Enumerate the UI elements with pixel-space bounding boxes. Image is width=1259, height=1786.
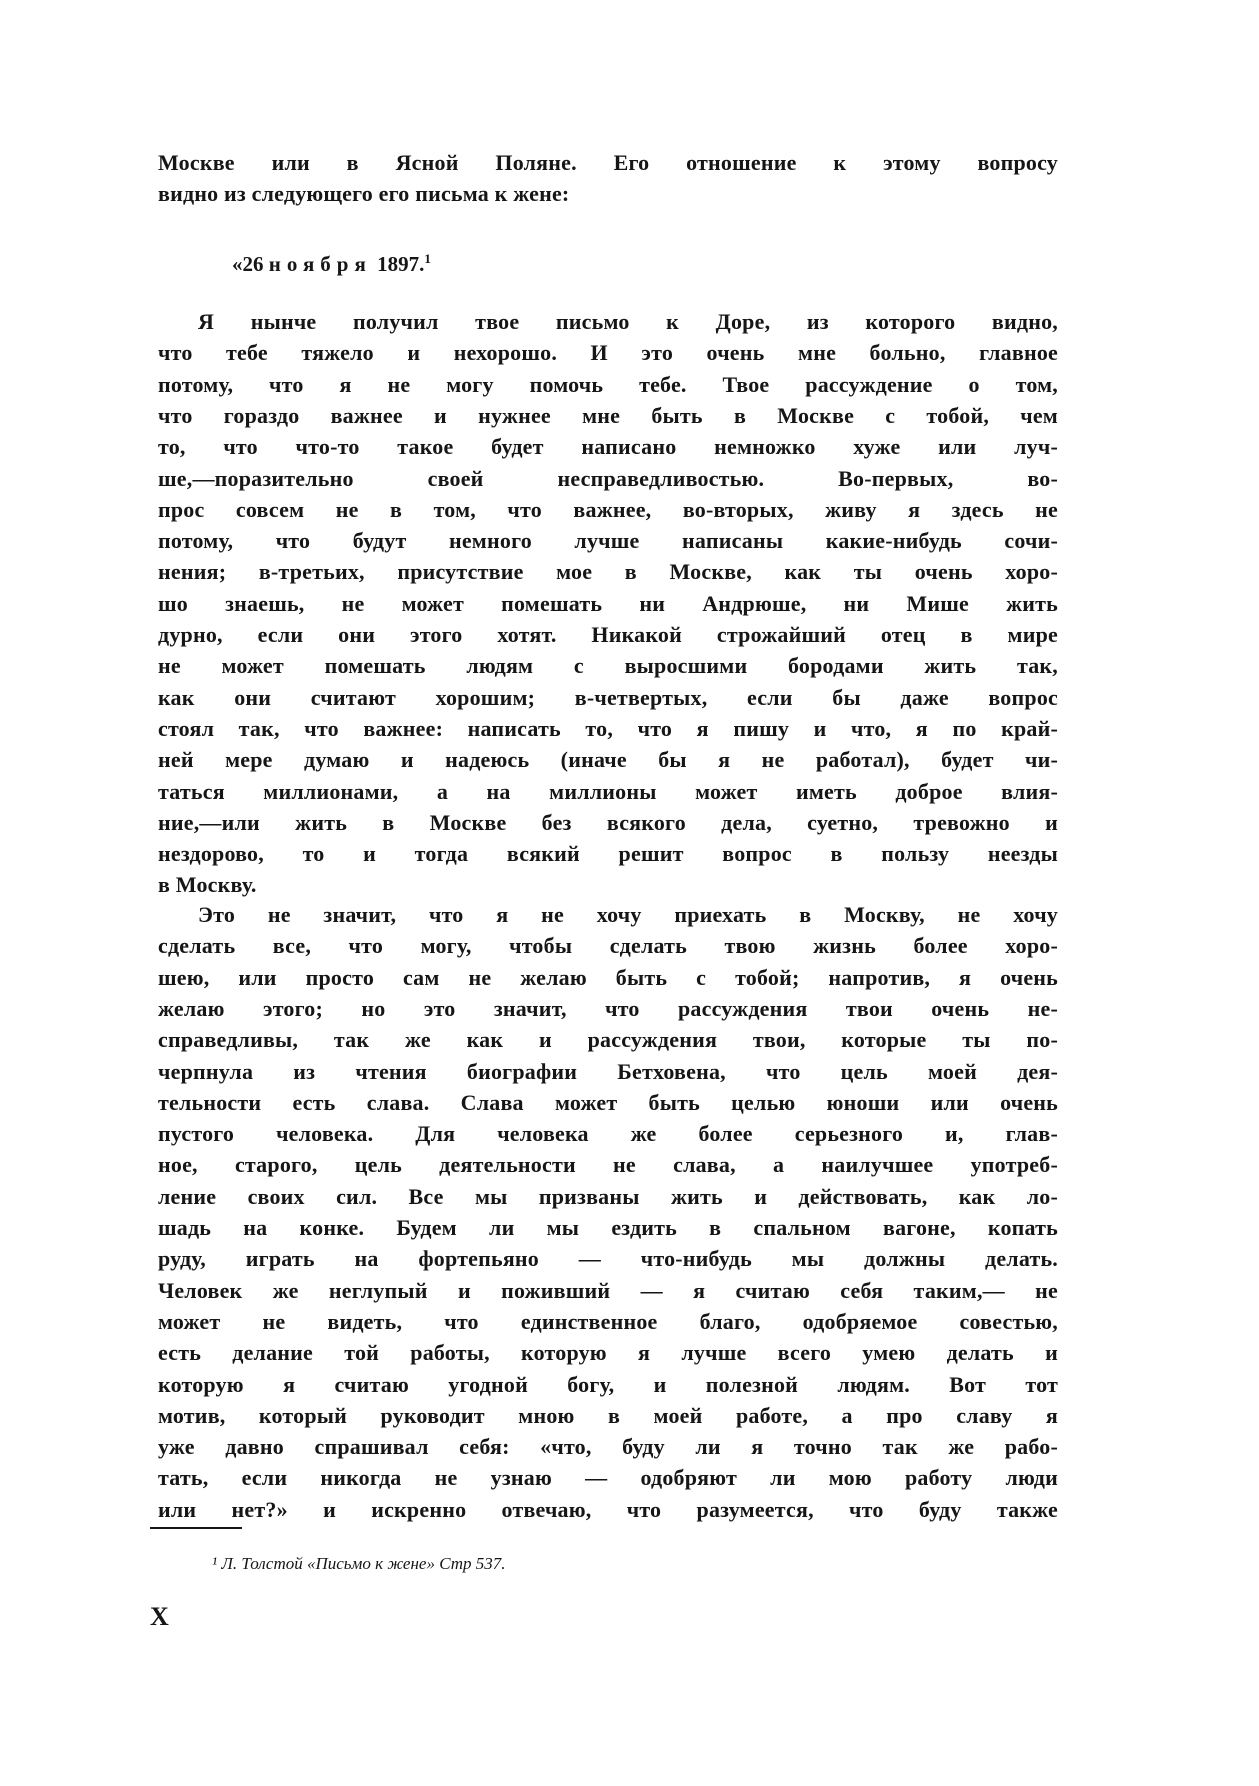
text-line: что тебе тяжело и нехорошо. И это очень мне больно, главное [158, 340, 1058, 366]
text-line: прос совсем не в том, что важнее, во-вторых, живу я здесь не [158, 496, 1058, 522]
date-day: «26 [232, 252, 264, 276]
text-line: желаю этого; но это значит, что рассуждения твои очень не- [158, 995, 1058, 1021]
text-line: уже давно спрашивал себя: «что, буду ли я точно так же рабо- [158, 1434, 1058, 1460]
page-signature: Х [150, 1602, 169, 1631]
footnote-text: Л. Толстой «Письмо к жене» Стр 537. [221, 1554, 506, 1573]
text-line: то, что что-то такое будет написано немножко хуже или луч- [158, 434, 1058, 460]
text-line: или нет?» и искренно отвечаю, что разумеется, что буду также [158, 1496, 1058, 1522]
text-line: сделать все, что могу, чтобы сделать твою жизнь более хоро- [158, 933, 1058, 959]
text-line: в Москву. [158, 872, 257, 898]
date-year: 1897. [377, 252, 425, 276]
text-line: видно из следующего его письма к жене: [158, 181, 570, 206]
text-line: справедливы, так же как и рассуждения твои, которые ты по- [158, 1027, 1058, 1053]
text-line: потому, что я не могу помочь тебе. Твое рассуждение о том, [158, 371, 1058, 397]
footnote-ref: 1 [424, 251, 431, 266]
text-line: таться миллионами, а на миллионы может иметь доброе влия- [158, 778, 1058, 804]
text-line: нездорово, то и тогда всякий решит вопрос в пользу неезды [158, 841, 1058, 867]
text-line: которую я считаю угодной богу, и полезной людям. Вот тот [158, 1371, 1058, 1397]
text-line: шею, или просто сам не желаю быть с тобой; напротив, я очень [158, 964, 1058, 990]
text-line: как они считают хорошим; в-четвертых, если бы даже вопрос [158, 684, 1058, 710]
text-line: шадь на конке. Будем ли мы ездить в спальном вагоне, копать [158, 1215, 1058, 1240]
text-line: черпнула из чтения биографии Бетховена, что цель моей дея- [158, 1058, 1058, 1084]
text-line: руду, играть на фортепьяно — что-нибудь мы должны делать. [158, 1246, 1058, 1272]
text-line: Я нынче получил твое письмо к Доре, из которого видно, [198, 309, 1058, 334]
text-line: тать, если никогда не узнаю — одобряют ли мою работу люди [158, 1465, 1058, 1491]
date-month: ноября [268, 252, 372, 276]
letter-date [232, 244, 431, 279]
text-line: стоял так, что важнее: написать то, что я пишу и что, я по край- [158, 715, 1058, 741]
text-line: Москве или в Ясной Поляне. Его отношение к этому вопросу [158, 150, 1058, 175]
text-line: ное, старого, цель деятельности не слава, а наилучшее употреб- [158, 1152, 1058, 1178]
text-line: потому, что будут немного лучше написаны какие-нибудь сочи- [158, 528, 1058, 554]
footnote [212, 1552, 506, 1576]
text-line: дурно, если они этого хотят. Никакой строжайший отец в мире [158, 622, 1058, 647]
text-line: что гораздо важнее и нужнее мне быть в Москве с тобой, чем [158, 402, 1058, 428]
text-line: есть делание той работы, которую я лучше всего умею делать и [158, 1340, 1058, 1366]
text-line: ление своих сил. Все мы призваны жить и действовать, как ло- [158, 1183, 1058, 1209]
text-line: тельности есть слава. Слава может быть целью юноши или очень [158, 1089, 1058, 1115]
text-line: пустого человека. Для человека же более серьезного и, глав- [158, 1121, 1058, 1147]
text-line: не может помешать людям с выросшими бородами жить так, [158, 653, 1058, 679]
text-line: нения; в-третьих, присутствие мое в Москве, как ты очень хоро- [158, 559, 1058, 585]
footnote-rule [150, 1527, 242, 1529]
text-line: ние,—или жить в Москве без всякого дела, суетно, тревожно и [158, 809, 1058, 835]
text-line: может не видеть, что единственное благо, одобряемое совестью, [158, 1308, 1058, 1334]
text-line: мотив, который руководит мною в моей работе, а про славу я [158, 1402, 1058, 1428]
text-line: Человек же неглупый и поживший — я считаю себя таким,— не [158, 1277, 1058, 1303]
text-line: ше,—поразительно своей несправедливостью. Во-первых, во- [158, 465, 1058, 491]
text-line: ней мере думаю и надеюсь (иначе бы я не работал), будет чи- [158, 747, 1058, 773]
text-line: Это не значит, что я не хочу приехать в Москву, не хочу [198, 902, 1058, 927]
text-line: шо знаешь, не может помешать ни Андрюше, ни Мише жить [158, 590, 1058, 616]
footnote-marker: ¹ [212, 1554, 218, 1573]
